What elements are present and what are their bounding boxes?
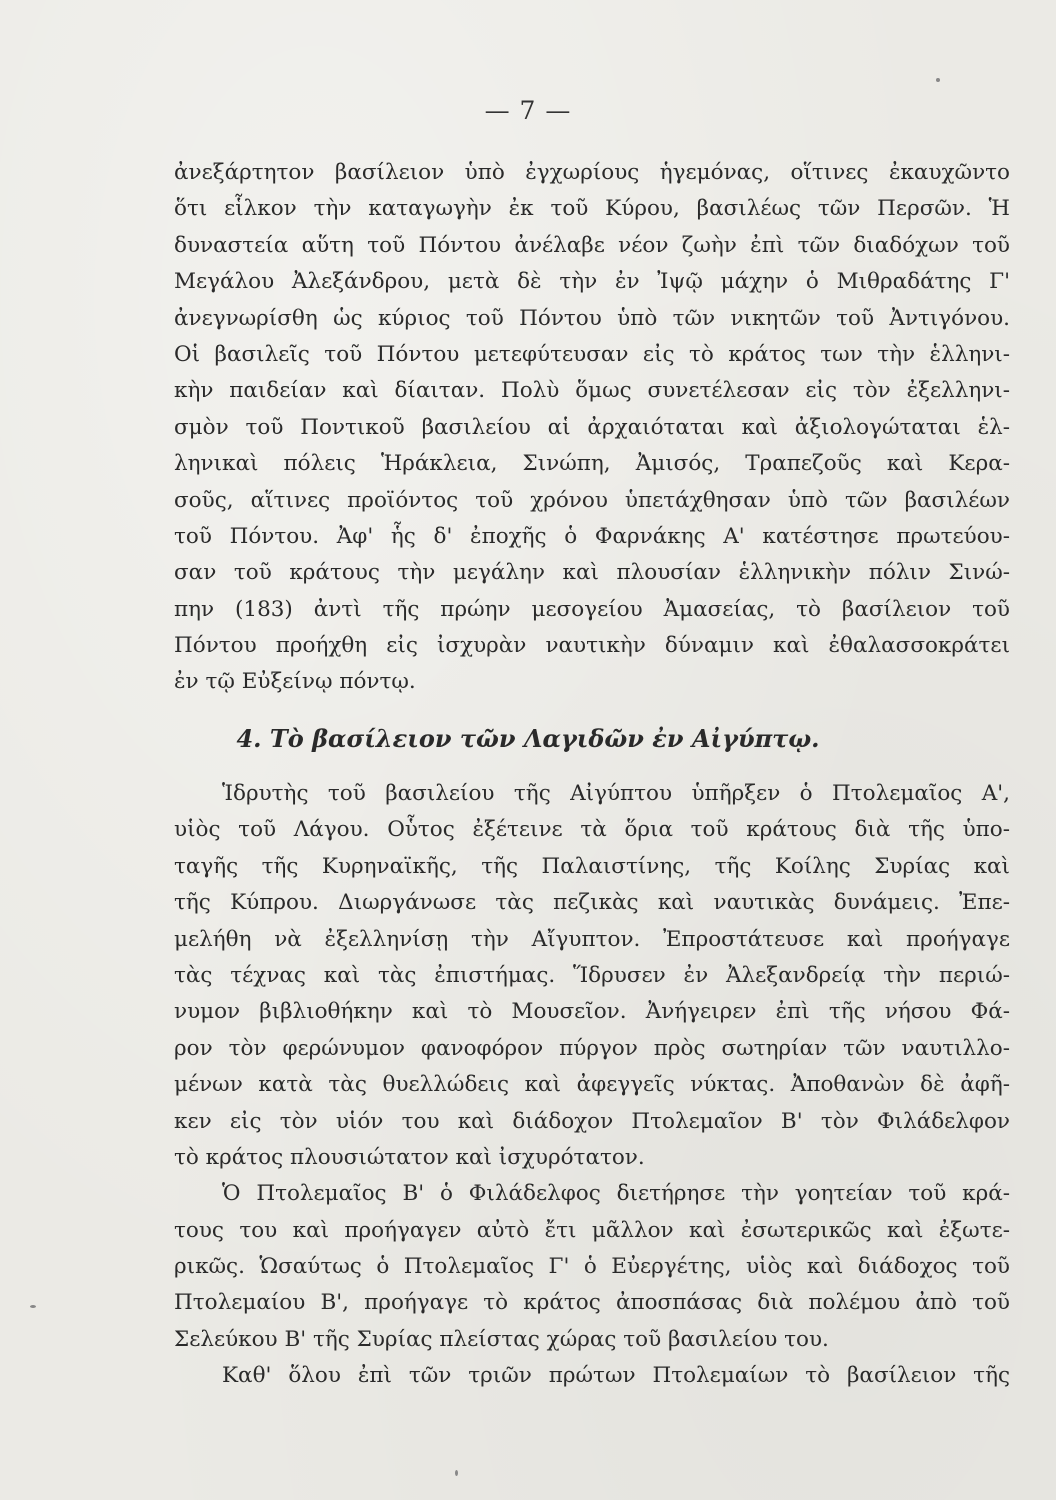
text-line: ρικῶς. Ὡσαύτως ὁ Πτολεμαῖος Γ' ὁ Εὐεργέτης, υἱὸς καὶ διάδοχος τοῦ bbox=[174, 1254, 1010, 1280]
text-line: Πτολεμαίου Β', προήγαγε τὸ κράτος ἀποσπάσας διὰ πολέμου ἀπὸ τοῦ bbox=[174, 1290, 1010, 1316]
text-line: Μεγάλου Ἀλεξάνδρου, μετὰ δὲ τὴν ἐν Ἰψῷ μάχην ὁ Μιθραδάτης Γ' bbox=[174, 269, 1010, 295]
text-line: Πόντου προήχθη εἰς ἰσχυρὰν ναυτικὴν δύναμιν καὶ ἐθαλασσοκράτει bbox=[174, 633, 1010, 659]
text-line: μένων κατὰ τὰς θυελλώδεις καὶ ἀφεγγεῖς νύκτας. Ἀποθανὼν δὲ ἀφῆ- bbox=[174, 1072, 1010, 1098]
text-line: τους του καὶ προήγαγεν αὐτὸ ἔτι μᾶλλον καὶ ἐσωτερικῶς καὶ ἐξωτε- bbox=[174, 1217, 1010, 1243]
text-line: κεν εἰς τὸν υἱόν του καὶ διάδοχον Πτολεμαῖον Β' τὸν Φιλάδελφον bbox=[174, 1108, 1010, 1134]
text-line: Ἱδρυτὴς τοῦ βασιλείου τῆς Αἰγύπτου ὑπῆρξεν ὁ Πτολεμαῖος Α', bbox=[222, 781, 1010, 806]
text-line: δυναστεία αὕτη τοῦ Πόντου ἀνέλαβε νέον ζωὴν ἐπὶ τῶν διαδόχων τοῦ bbox=[174, 232, 1010, 258]
text-line: ὅτι εἷλκον τὴν καταγωγὴν ἐκ τοῦ Κύρου, βασιλέως τῶν Περσῶν. Ἡ bbox=[174, 196, 1010, 222]
text-line: νυμον βιβλιοθήκην καὶ τὸ Μουσεῖον. Ἀνήγειρεν ἐπὶ τῆς νήσου Φά- bbox=[174, 999, 1010, 1025]
text-line: τὰς τέχνας καὶ τὰς ἐπιστήμας. Ἵδρυσεν ἐν Ἀλεξανδρείᾳ τὴν περιώ- bbox=[174, 962, 1010, 988]
text-line: ἀνεγνωρίσθη ὡς κύριος τοῦ Πόντου ὑπὸ τῶν νικητῶν τοῦ Ἀντιγόνου. bbox=[174, 305, 1010, 331]
text-line: ρον τὸν φερώνυμον φανοφόρον πύργον πρὸς σωτηρίαν τῶν ναυτιλλο- bbox=[174, 1035, 1010, 1061]
text-line: Καθ' ὅλου ἐπὶ τῶν τριῶν πρώτων Πτολεμαίων τὸ βασίλειον τῆς bbox=[222, 1363, 1010, 1389]
text-line: σοῦς, αἵτινες προϊόντος τοῦ χρόνου ὑπετάχθησαν ὑπὸ τῶν βασιλέων bbox=[174, 487, 1010, 513]
text-line: Σελεύκου Β' τῆς Συρίας πλείστας χώρας τοῦ βασιλείου του. bbox=[174, 1326, 829, 1352]
text-line: σμὸν τοῦ Ποντικοῦ βασιλείου αἱ ἀρχαιόταται καὶ ἀξιολογώταται ἑλ- bbox=[174, 414, 1010, 440]
text-line: μελήθη νὰ ἐξελληνίσῃ τὴν Αἴγυπτον. Ἐπροστάτευσε καὶ προήγαγε bbox=[174, 926, 1010, 952]
text-line: Οἱ βασιλεῖς τοῦ Πόντου μετεφύτευσαν εἰς τὸ κράτος των τὴν ἑλληνι- bbox=[174, 341, 1010, 367]
section-heading: 4. Τὸ βασίλειον τῶν Λαγιδῶν ἐν Αἰγύπτῳ. bbox=[236, 724, 820, 753]
paper-speck bbox=[455, 1470, 458, 1476]
page-number: — 7 — bbox=[484, 96, 572, 125]
text-line: ἀνεξάρτητον βασίλειον ὑπὸ ἐγχωρίους ἡγεμόνας, οἵτινες ἐκαυχῶντο bbox=[174, 160, 1010, 185]
text-line: ληνικαὶ πόλεις Ἡράκλεια, Σινώπη, Ἀμισός, Τραπεζοῦς καὶ Κερα- bbox=[174, 451, 1010, 477]
text-line: Ὁ Πτολεμαῖος Β' ὁ Φιλάδελφος διετήρησε τὴν γοητείαν τοῦ κρά- bbox=[222, 1181, 1010, 1207]
text-line: ἐν τῷ Εὐξείνῳ πόντῳ. bbox=[174, 669, 416, 695]
paragraphs-egypt bbox=[174, 776, 1010, 1395]
paper-speck bbox=[30, 1305, 36, 1308]
text-line: ταγῆς τῆς Κυρηναϊκῆς, τῆς Παλαιστίνης, τῆς Κοίλης Συρίας καὶ bbox=[174, 853, 1010, 879]
text-line: υἱὸς τοῦ Λάγου. Οὗτος ἐξέτεινε τὰ ὅρια τοῦ κράτους διὰ τῆς ὑπο- bbox=[174, 817, 1010, 843]
text-line: σαν τοῦ κράτους τὴν μεγάλην καὶ πλουσίαν ἑλληνικὴν πόλιν Σινώ- bbox=[174, 560, 1010, 586]
text-line: κὴν παιδείαν καὶ δίαιταν. Πολὺ ὅμως συνετέλεσαν εἰς τὸν ἐξελληνι- bbox=[174, 378, 1010, 404]
paper-speck bbox=[936, 78, 940, 82]
text-line: τὸ κράτος πλουσιώτατον καὶ ἰσχυρότατον. bbox=[174, 1144, 645, 1170]
paragraph-pontus bbox=[174, 155, 1010, 701]
text-line: πην (183) ἀντὶ τῆς πρώην μεσογείου Ἀμασείας, τὸ βασίλειον τοῦ bbox=[174, 596, 1010, 622]
text-line: τῆς Κύπρου. Διωργάνωσε τὰς πεζικὰς καὶ ναυτικὰς δυνάμεις. Ἐπε- bbox=[174, 890, 1010, 916]
text-line: τοῦ Πόντου. Ἀφ' ἧς δ' ἐποχῆς ὁ Φαρνάκης Α' κατέστησε πρωτεύου- bbox=[174, 523, 1010, 549]
